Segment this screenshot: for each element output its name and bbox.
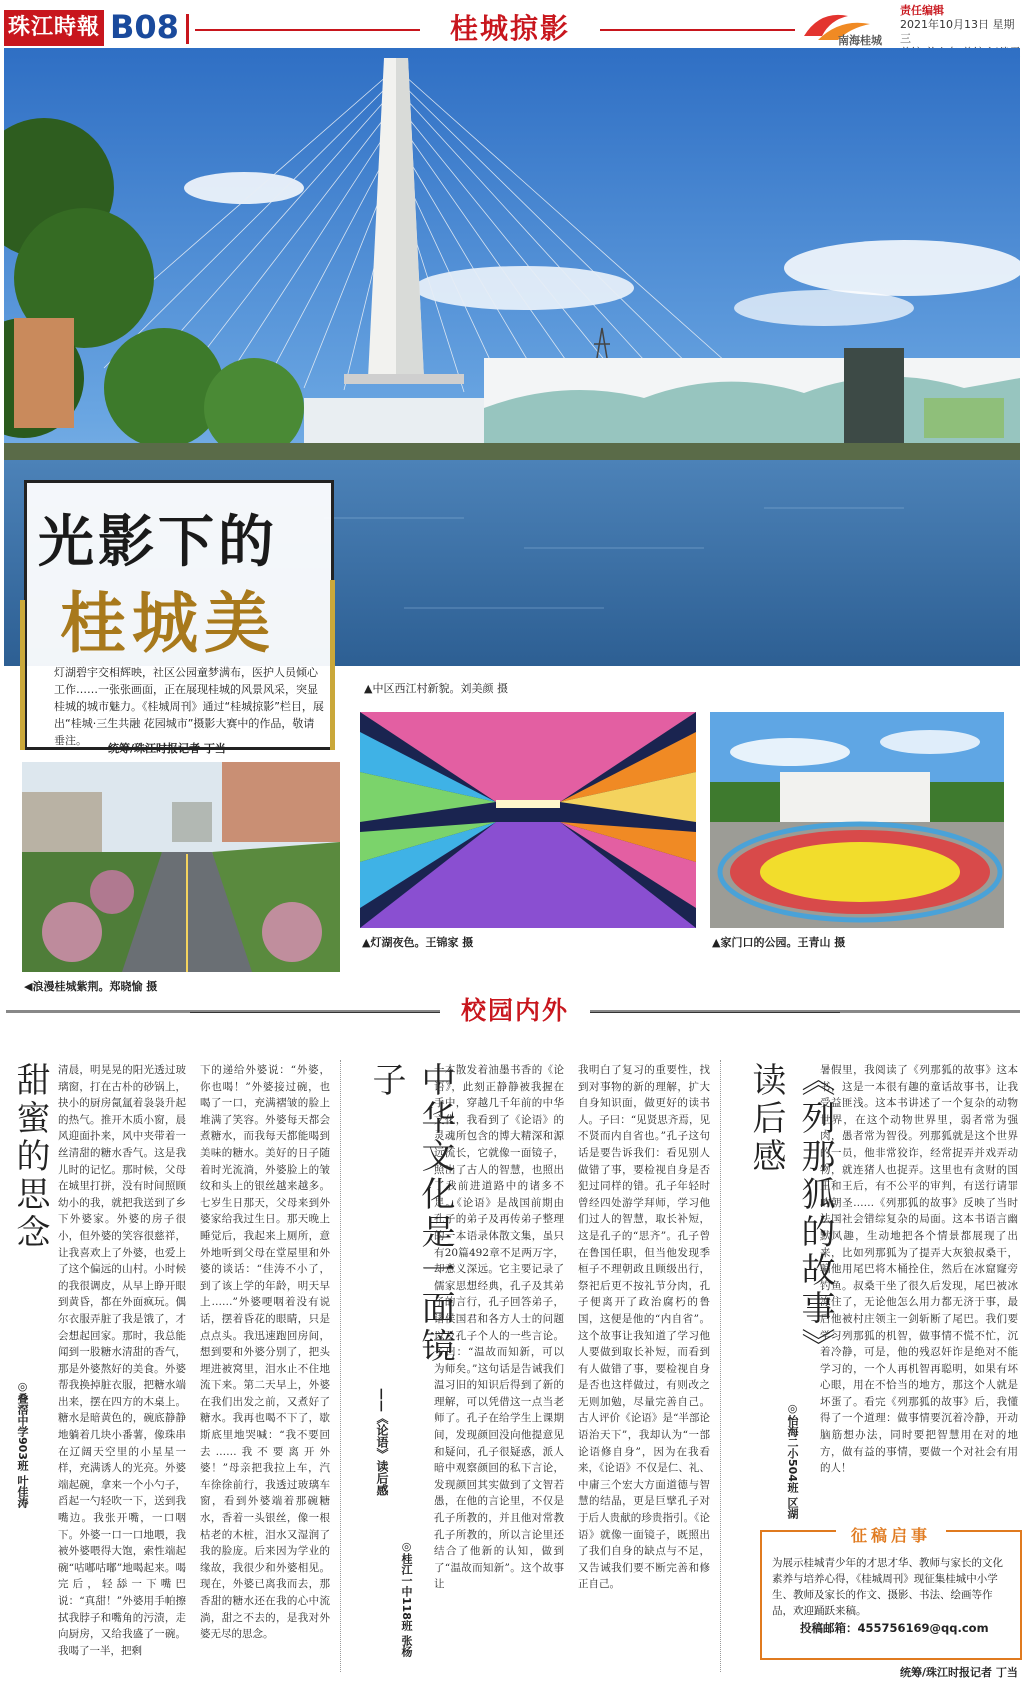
photo-street [22, 762, 340, 972]
submission-email[interactable]: 投稿邮箱：455756169@qq.com [800, 1621, 989, 1635]
footer-byline: 统筹/珠江时报记者 丁当 [900, 1666, 1018, 1679]
photo-street-caption: ◀浪漫桂城紫荆。郑晓愉 摄 [24, 980, 158, 993]
title-box-accent [330, 580, 335, 750]
hero-caption: ▲中区西江村新貌。刘美颜 摄 [364, 682, 508, 695]
masthead-divider [186, 14, 189, 44]
photo-lights [360, 712, 696, 928]
page-number: B08 [110, 8, 179, 46]
article-2-author: ◎桂江一中118班 张杨 [400, 1540, 413, 1657]
article-1-column-2: 下的递给外婆说：“外婆，你也喝！”外婆接过碗，也喝了一口，充满褶皱的脸上堆满了笑容。外婆每天都会煮糖水，而我每天都能喝到美味的糖水。美好的日子随着时光流淌，外婆脸上的皱纹和头上的银丝越来越多。七岁生日那天，父母来到外婆家给我过生日。那天晚上睡觉后，我起来上厕所，意外地听到父母在堂屋里和外婆的谈话：“佳涛不小了，到了该上学的年龄，明天早上……”外婆哽咽着没有说话，摆着昏花的眼睛，只是点点头。我迅速跑回房间，想到要和外婆分别了，把头埋进被窝里，泪水止不住地流下来。第二天早上，外婆在我们出发之前，又煮好了糖水。我再也喝不下了，歇斯底里地哭喊：“我不要回去……我不要离开外婆！”母亲把我拉上车，汽车徐徐前行，我透过玻璃车窗，看到外婆端着那碗糖水，香着一头银丝，像一根枯老的木桩，泪水又湿润了我的脸庞。后来因为学业的缘故，我很少和外婆相见。现在，外婆已离我而去，那香甜的糖水还在我的心中流淌，甜之不去的，是我对外婆无尽的思念。 [200, 1064, 330, 1641]
credits-title: 责任编辑 [900, 4, 944, 17]
feature-title-line1: 光影下的 [38, 510, 278, 575]
call-title: 征稿启事 [836, 1523, 946, 1547]
article-3-column-1: 暑假里，我阅读了《列那狐的故事》这本书，这是一本很有趣的童话故事书，让我受益匪浅。这本书讲述了一个复杂的动物世界，在这个动物世界里，弱者常为强肉，愚者常为智役。列那狐就是这个世界的一员，他非常狡诈，经常捉弄并戏弄动物，就连猪人也捉弄。这里也有贪财的国王和王后，有不公平的审判，有送行请罪的朝圣……《列那狐的故事》反映了当时法国社会错综复杂的局面。这本书语言幽默风趣，生动地把各个情景都展现了出来，比如列那狐为了提弄大灰狼叔桑干，骗他用尾巴将木桶拴住，然后在冰窟窿旁钓鱼。叔桑干坐了很久后发现，尾巴被冰冻住了，无论他怎么用力都无济于事，最后他被村庄领主一剑斩断了尾巴。我们要学习列那狐的机智，做事情不慌不忙，沉着冷静，可是，他的残忍奸诈是绝对不能学习的，一个人再机智再聪明，如果有坏心眼，用在不恰当的地方，那这个人就是坏蛋了。看完《列那狐的故事》后，我懂得了一个道理：做事情要沉着冷静，开动脑筋想办法，同时要把智慧用在对的地方，做有益的事情，要做一个对社会有用的人！ [820, 1064, 1018, 1475]
paper-logo: 珠江時報 [4, 10, 104, 46]
photo-park-caption: ▲家门口的公园。王青山 摄 [712, 936, 846, 949]
article-3-title: 《列那狐的故事》读后感 [746, 1062, 835, 1366]
feature-byline: 统筹/珠江时报记者 丁当 [108, 742, 226, 755]
article-2-column-1: 一本散发着油墨书香的《论语》，此刻正静静被我握在手中，穿越几千年前的中华文化，我看到了《论语》的灵魂所包含的博大精深和源远流长，它就像一面镜子，照出了古人的智慧，也照出了我前进道路中的诸多不足。《论语》是战国前期由孔子的弟子及再传弟子整理的一本语录体散文集，虽只有20篇492章不足两万字，却意义深远。它主要记录了儒家思想经典，孔子及其弟子的言行，孔子回答弟子，诸侯国君和各方人士的问题以及孔子个人的一些言论。子曰：“温故而知新，可以为师矣。”这句话是告诫我们温习旧的知识后得到了新的理解，可以凭借这一点当老师了。孔子在给学生上课期间，发现颜回没向他提意见和疑问，孔子很疑惑，派人暗中观察颜回的私下言论，发现颜回其实做到了文智若愚，在他的言论里，不仅是孔子所教的，并且他对常教孔子所教的，所以言论里还结合了他新的认知，做到了“温故而知新”。这个故事让 [434, 1064, 564, 1591]
article-2-title: 中华文化是一面镜子 [366, 1062, 455, 1366]
feature-title-line2: 桂城美 [60, 584, 276, 662]
article-1-title: 甜蜜的思念 [10, 1062, 50, 1252]
call-text: 为展示桂城青少年的才思才华、教师与家长的文化素养与培养心得，《桂城周刊》现征集桂城中小学生、教师及家长的作文、摄影、书法、绘画等作品，欢迎踊跃来稿。 [772, 1557, 1003, 1617]
article-1-author: ◎叠滘中学903班 叶佳涛 [16, 1380, 29, 1508]
feature-intro: 灯湖碧宇交相辉映，社区公园童梦满布，医护人员倾心工作……一张张画面，正在展现桂城的风景风采，突显桂城的城市魅力。《桂城周刊》通过“桂城掠影”栏目，展出“桂城·三生共融 花园城市”摄影大赛中的作品，敬请垂注。 [54, 666, 324, 747]
article-2-column-2: 我明白了复习的重要性，找到对事物的新的理解，扩大自身知识面，做更好的读书人。子曰：“见贤思齐焉，见不贤而内自省也。”孔子这句话是要告诉我们：看见别人做错了事，要检视自身是否犯过同样的错。孔子年轻时曾经四处游学拜师，学习他们过人的智慧，取长补短，这是孔子的“思齐”。孔子曾在鲁国任职，但当他发现季桓子不理朝政且顾级出行，祭祀后更不按礼节分肉，孔子便离开了政治腐朽的鲁国，这便是他的“内自省”。这个故事让我知道了学习他人要做到取长补短，而看到有人做错了事，要检视自身是否也这样做过，有则改之无则加勉，尽量完善自己。古人评价《论语》是“半部论语治天下”，我却认为“一部论语修自身”，因为在我看来，《论语》不仅是仁、礼、中庸三个宏大方面道德与智慧的结晶，更是巨擘孔子对于后人贵献的珍贵指引。《论语》就像一面镜子，既照出了我们自身的缺点与不足，又告诫我们要不断完善和修正自己。 [578, 1064, 710, 1591]
column-separator [340, 1060, 341, 1672]
photo-lights-caption: ▲灯湖夜色。王锦家 摄 [362, 936, 474, 949]
photo-park [710, 712, 1004, 928]
article-1-column-1: 清晨，明晃晃的阳光透过玻璃窗，打在古朴的砂锅上，抉小的厨房氤氲着袅袅升起的热气。推开木质小窗，晨风迎面扑来，风中夹带着一丝清甜的糖水香气。这是我儿时的记忆。那时候，父母在城里打拼，没有时间照顾幼小的我，就把我送到了乡下外婆家。外婆的房子很小，但外婆的笑容很慈祥，让我喜欢上了外婆，也爱上了这个偏远的山村。小时候的我很调皮，从早上睁开眼到黄昏，都在外面疯玩。偶尔衣服弄脏了我是饿了，才会想起回家。那时，我总能闻到一股糖水清甜的香气，那是外婆熬好的美食。外婆帮我换掉脏衣服，把糖水端出来，摆在四方的木桌上。糖水是暗黄色的，碗底静静地躺着几块小番薯，像珠串在辽阔天空里的小星星一样，充满诱人的光亮。外婆端起碗，拿来一个小勺子，舀起一勺轻吹一下，送到我嘴边。我张开嘴，一口咽下。外婆一口一口地喂，我被外婆喂得大饱，索性端起碗“咕嘟咕嘟”地喝起来。喝完后，轻舔一下嘴巴说：“真甜！”外婆用手帕擦拭我脖子和嘴角的污渍，走向厨房，又给我盛了一碗。我喝了一半，把剩 [58, 1064, 186, 1657]
article-2-subtitle: ——《论语》读后感 [375, 1388, 389, 1496]
section-title: 校园内外 [440, 994, 590, 1028]
credits-date: 2021年10月13日 星期三 [900, 18, 1015, 45]
title-box-accent [20, 600, 25, 750]
partner-name: 南海桂城 [838, 34, 882, 47]
column-separator [720, 1060, 721, 1672]
column-title: 桂城掠影 [420, 10, 600, 48]
article-3-author: ◎怡海二小504班 区湖 [786, 1402, 799, 1519]
